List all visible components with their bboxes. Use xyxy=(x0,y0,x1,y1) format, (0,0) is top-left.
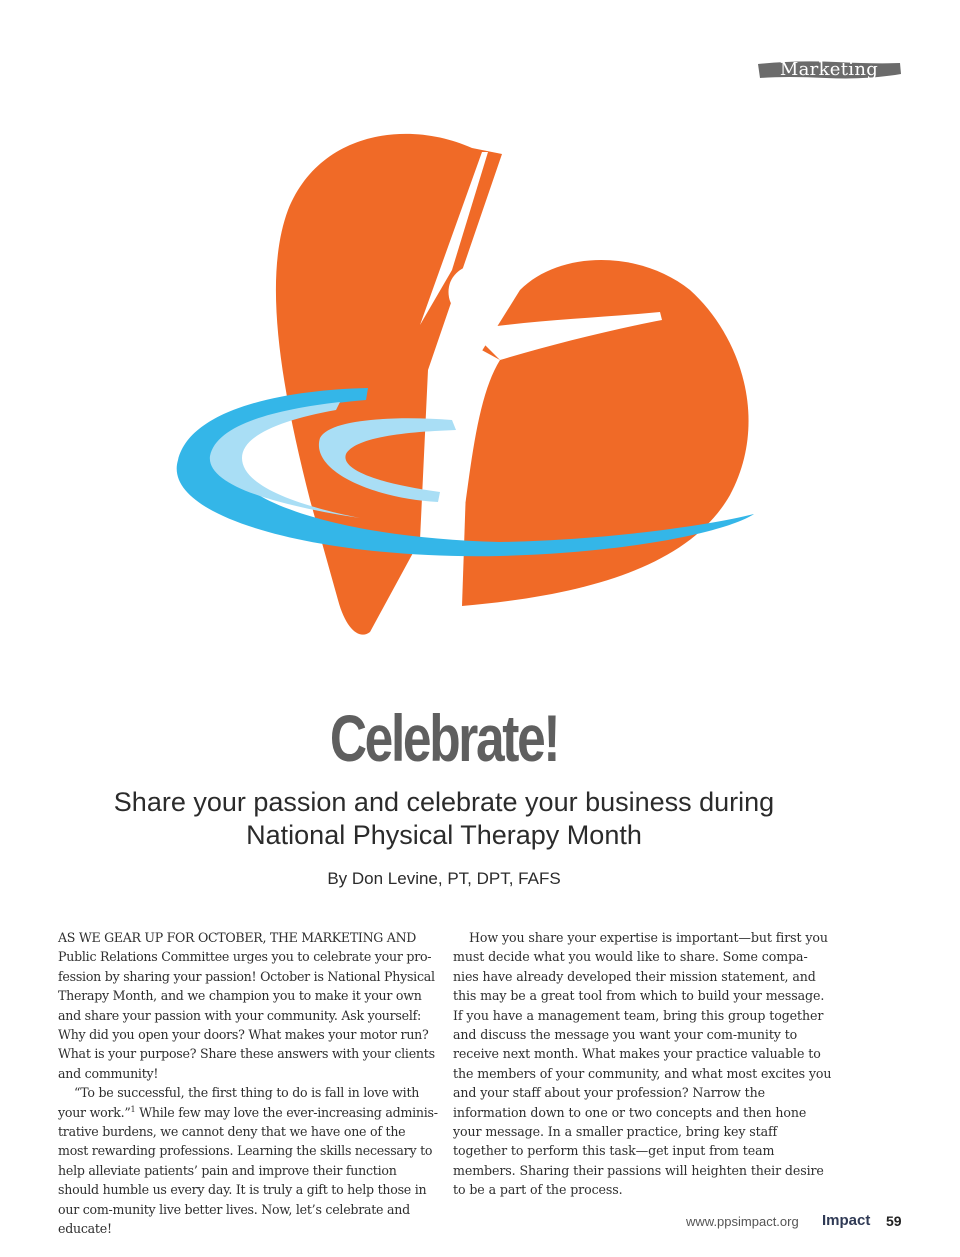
body-paragraph-1 xyxy=(58,928,438,1083)
body-paragraph-3: How you share your expertise is important—but first you must decide what you would like to share. Some compa-nies have already developed their mission statement, and this may be a great tool from which to build your message. If you have a management team, bring this group together and discuss the message you want your com-munity to receive next month. What makes your practice valuable to the members of your community, and what most excites you and your staff about your profession? Narrow the information down to one or two concepts and then hone your message. In a smaller practice, bring key staff together to perform this task—get input from team members. Sharing their passions will heighten their desire to be a part of the process. xyxy=(453,930,832,1198)
body-column-right xyxy=(453,928,833,1200)
figure-head xyxy=(453,270,497,314)
section-tag xyxy=(756,58,902,82)
subtitle-line-1: Share your passion and celebrate your business during xyxy=(113,787,775,817)
quote-text: “To be successful, the first thing to do is fall in love with your work.” xyxy=(58,1085,420,1120)
article-byline: By Don Levine, PT, DPT, FAFS xyxy=(327,869,561,888)
paragraph-1-text: Public Relations Committee urges you to celebrate your pro-fession by sharing your passion! October is National Physical Therapy Month, and we champion you to make it your own and share your passion with your community. Ask yourself: Why did you open your doors? What makes your motor run? What is your purpose? Share these answers with your clients and community! xyxy=(58,949,435,1081)
section-tag-label: Marketing xyxy=(779,59,879,80)
page-number: 59 xyxy=(886,1213,902,1229)
body-paragraph-2 xyxy=(58,1083,438,1238)
paragraph-2-text: While few may love the ever-increasing adminis-trative burdens, we cannot deny that we have one of the most rewarding professions. Learning the skills necessary to help alleviate patients’ pain and improve their function should humble us every day. It is truly a gift to help those in our com-munity live better lives. Now, let’s celebrate and educate! xyxy=(58,1104,438,1237)
heart-figure-logo-icon xyxy=(170,120,770,650)
lead-in: AS WE GEAR UP FOR OCTOBER, THE MARKETING AND xyxy=(58,930,417,945)
footer-magazine-name: Impact xyxy=(822,1212,871,1229)
subtitle-line-2: National Physical Therapy Month xyxy=(246,820,642,850)
body-column-left xyxy=(58,928,438,1239)
article-subtitle xyxy=(80,786,808,852)
article-title: Celebrate! xyxy=(329,701,559,775)
footnote-reference: 1 xyxy=(130,1104,136,1114)
footer-url: www.ppsimpact.org xyxy=(686,1214,799,1229)
